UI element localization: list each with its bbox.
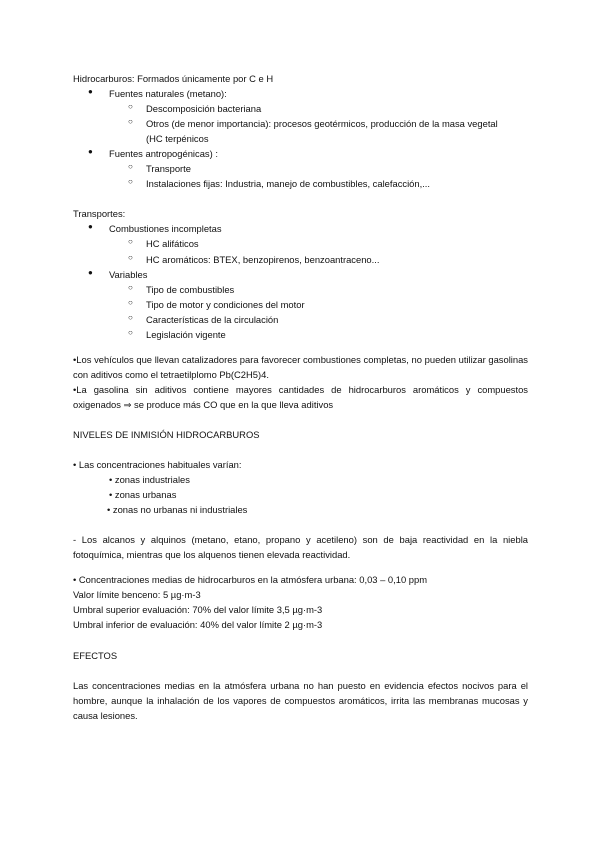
stat-line: Valor límite benceno: 5 µg·m-3 bbox=[73, 589, 201, 601]
list-subitem-continuation: (HC terpénicos bbox=[146, 133, 209, 145]
section-title-efectos: EFECTOS bbox=[73, 649, 118, 661]
list-subitem: ○ HC aromáticos: BTEX, benzopirenos, benzoantraceno... bbox=[73, 252, 528, 267]
reactivity-paragraph: - Los alcanos y alquinos (metano, etano, propano y acetileno) son de baja reactividad en la niebla fotoquímica, mientras que los alquenos tienen elevada reactividad. bbox=[73, 534, 528, 561]
list-subitem: ○ Descomposición bacteriana bbox=[73, 101, 528, 116]
stat-line: • Concentraciones medias de hidrocarburos en la atmósfera urbana: 0,03 – 0,10 ppm bbox=[73, 574, 428, 586]
list-subitem: ○ Tipo de motor y condiciones del motor bbox=[73, 297, 528, 312]
transport-list bbox=[73, 221, 528, 341]
zone-item: • zonas industriales bbox=[109, 474, 190, 486]
section-title-hidrocarburos: Hidrocarburos: Formados únicamente por C e H bbox=[73, 73, 274, 84]
levels-intro: • Las concentraciones habituales varían: bbox=[73, 459, 242, 471]
list-item-variables: ● Variables bbox=[73, 267, 528, 282]
list-subitem: ○ HC alifáticos bbox=[73, 236, 528, 251]
sources-list bbox=[73, 86, 528, 191]
list-item-natural-sources: ● Fuentes naturales (metano): bbox=[73, 86, 528, 101]
list-subitem: ○ Tipo de combustibles bbox=[73, 282, 528, 297]
effects-paragraph: Las concentraciones medias en la atmósfera urbana no han puesto en evidencia efectos nocivos para el hombre, aunque la inhalación de los vapores de compuestos aromáticos, irrita las membranas mucosas y causa lesiones. bbox=[73, 679, 528, 721]
note-catalyzers: •Los vehículos que llevan catalizadores para favorecer combustiones completas, no pueden utilizar gasolinas con aditivos como el tetraetilplomo Pb(C2H5)4. bbox=[73, 353, 528, 380]
list-subitem: ○ Transporte bbox=[73, 161, 528, 176]
list-subitem: ○ Otros (de menor importancia): procesos geotérmicos, producción de la masa vegetal bbox=[73, 116, 528, 131]
list-subitem: ○ Instalaciones fijas: Industria, manejo de combustibles, calefacción,... bbox=[73, 176, 528, 191]
zone-item: • zonas no urbanas ni industriales bbox=[107, 504, 248, 516]
list-subitem: ○ Características de la circulación bbox=[73, 312, 528, 327]
list-item-anthropogenic-sources: ● Fuentes antropogénicas) : bbox=[73, 146, 528, 161]
zone-item: • zonas urbanas bbox=[109, 489, 177, 501]
list-subitem: ○ Legislación vigente bbox=[73, 327, 528, 342]
stat-line: Umbral inferior de evaluación: 40% del valor límite 2 µg·m-3 bbox=[73, 619, 323, 631]
section-title-transportes: Transportes: bbox=[73, 208, 126, 220]
stat-line: Umbral superior evaluación: 70% del valor límite 3,5 µg·m-3 bbox=[73, 604, 323, 616]
document-body bbox=[73, 71, 528, 723]
list-item-combustion: ● Combustiones incompletas bbox=[73, 221, 528, 236]
note-unleaded: •La gasolina sin aditivos contiene mayores cantidades de hidrocarburos aromáticos y compuestos oxigenados ⇒ se produce más CO que en la que lleva aditivos bbox=[73, 383, 528, 410]
section-title-niveles: NIVELES DE INMISIÓN HIDROCARBUROS bbox=[73, 428, 260, 440]
